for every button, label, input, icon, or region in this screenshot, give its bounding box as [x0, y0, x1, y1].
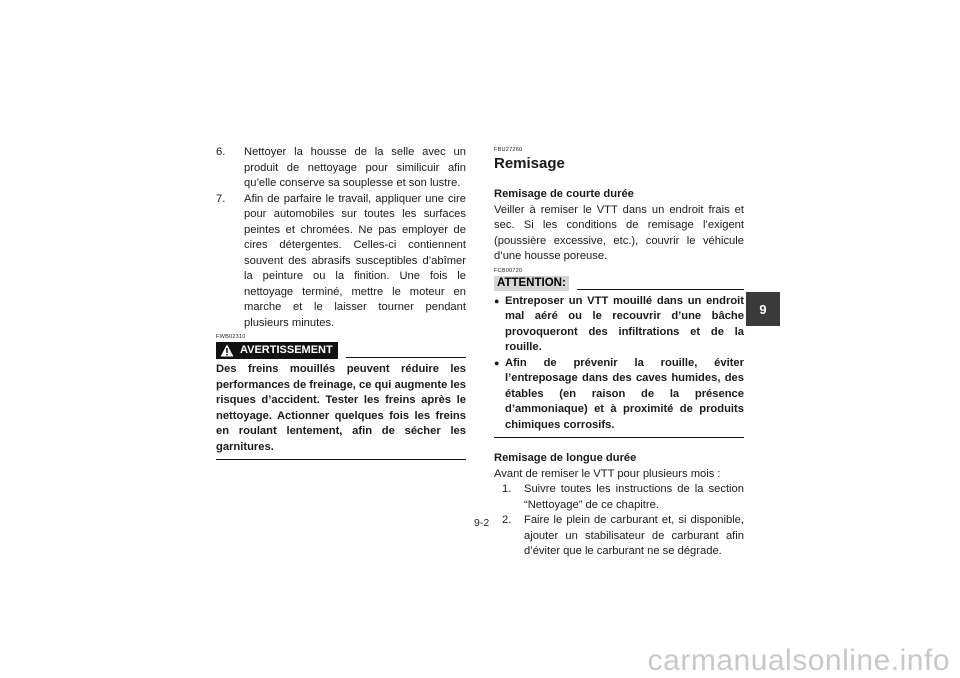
- warning-triangle-icon: [220, 344, 234, 357]
- item-number: 7.: [216, 192, 226, 205]
- item-text: Afin de parfaire le travail, appliquer une cire pour automobiles sur toutes les surfaces peintes et chromées. Ne pas employer de cires détergentes. Celles-ci contiennent souvent des abrasifs susceptibles d’abîmer la peinture ou la finition. Une fois le nettoyage terminé, mettre le moteur en marche et le laisser tourner pendant plusieurs minutes.: [244, 192, 466, 329]
- left-column: [216, 145, 466, 460]
- item-number: 6.: [216, 146, 226, 158]
- warning-label: AVERTISSEMENT: [240, 343, 333, 356]
- item-text: Nettoyer la housse de la selle avec un produit de nettoyage pour similicuir afin qu’elle conserve sa souplesse et son lustre.: [244, 146, 466, 189]
- item-number: 2.: [502, 514, 512, 526]
- bullet-dot-icon: ●: [494, 295, 500, 306]
- paragraph: Avant de remiser le VTT pour plusieurs mois :: [494, 467, 721, 480]
- list-item: [494, 294, 744, 356]
- list-item: [494, 513, 744, 560]
- page-number: 9-2: [474, 517, 490, 529]
- watermark: carmanualsonline.info: [647, 644, 950, 677]
- list-item: [494, 356, 744, 434]
- item-text: Faire le plein de carburant et, si disponible, ajouter un stabilisateur de carburant afin d’éviter que le carburant ne se dégrade.: [524, 514, 744, 557]
- section-code: FBU27260: [494, 147, 523, 153]
- section-title: Remisage: [494, 155, 565, 172]
- warning-header: [216, 343, 466, 359]
- subsection-title: Remisage de courte durée: [494, 188, 634, 200]
- divider: [577, 289, 744, 290]
- attention-code: FCB00720: [494, 267, 523, 274]
- list-item: [216, 192, 466, 332]
- list-item: [216, 145, 466, 192]
- divider: [494, 437, 744, 438]
- divider: [346, 357, 466, 358]
- divider: [216, 459, 466, 460]
- warning-code: FWB02310: [216, 334, 246, 340]
- list-item: [494, 482, 744, 513]
- attention-header: [494, 275, 744, 291]
- item-number: 1.: [502, 483, 512, 495]
- right-column: [494, 145, 744, 560]
- subsection-title: Remisage de longue durée: [494, 452, 637, 464]
- chapter-tab: 9: [746, 292, 780, 326]
- attention-label: ATTENTION:: [494, 276, 569, 291]
- item-text: Suivre toutes les instructions de la section “Nettoyage” de ce chapitre.: [524, 483, 744, 511]
- bullet-text: Afin de prévenir la rouille, éviter l’entreposage dans des caves humides, des étables (en raison de la présence d’ammoniaque) et à proximité de produits chimiques corrosifs.: [505, 356, 744, 431]
- paragraph: Veiller à remiser le VTT dans un endroit frais et sec. Si les conditions de remisage l’exigent (poussière excessive, etc.), couvrir le véhicule d’une housse poreuse.: [494, 203, 744, 262]
- warning-badge: [216, 342, 338, 359]
- warning-text: Des freins mouillés peuvent réduire les performances de freinage, ce qui augmente les risques d’accident. Tester les freins après le nettoyage. Actionner quelques fois les freins en roulant lentement, afin de sécher les garnitures.: [216, 363, 466, 453]
- bullet-dot-icon: ●: [494, 357, 500, 368]
- bullet-text: Entreposer un VTT mouillé dans un endroit mal aéré ou le recouvrir d’une bâche provoqueront des infiltrations et de la rouille.: [505, 294, 744, 353]
